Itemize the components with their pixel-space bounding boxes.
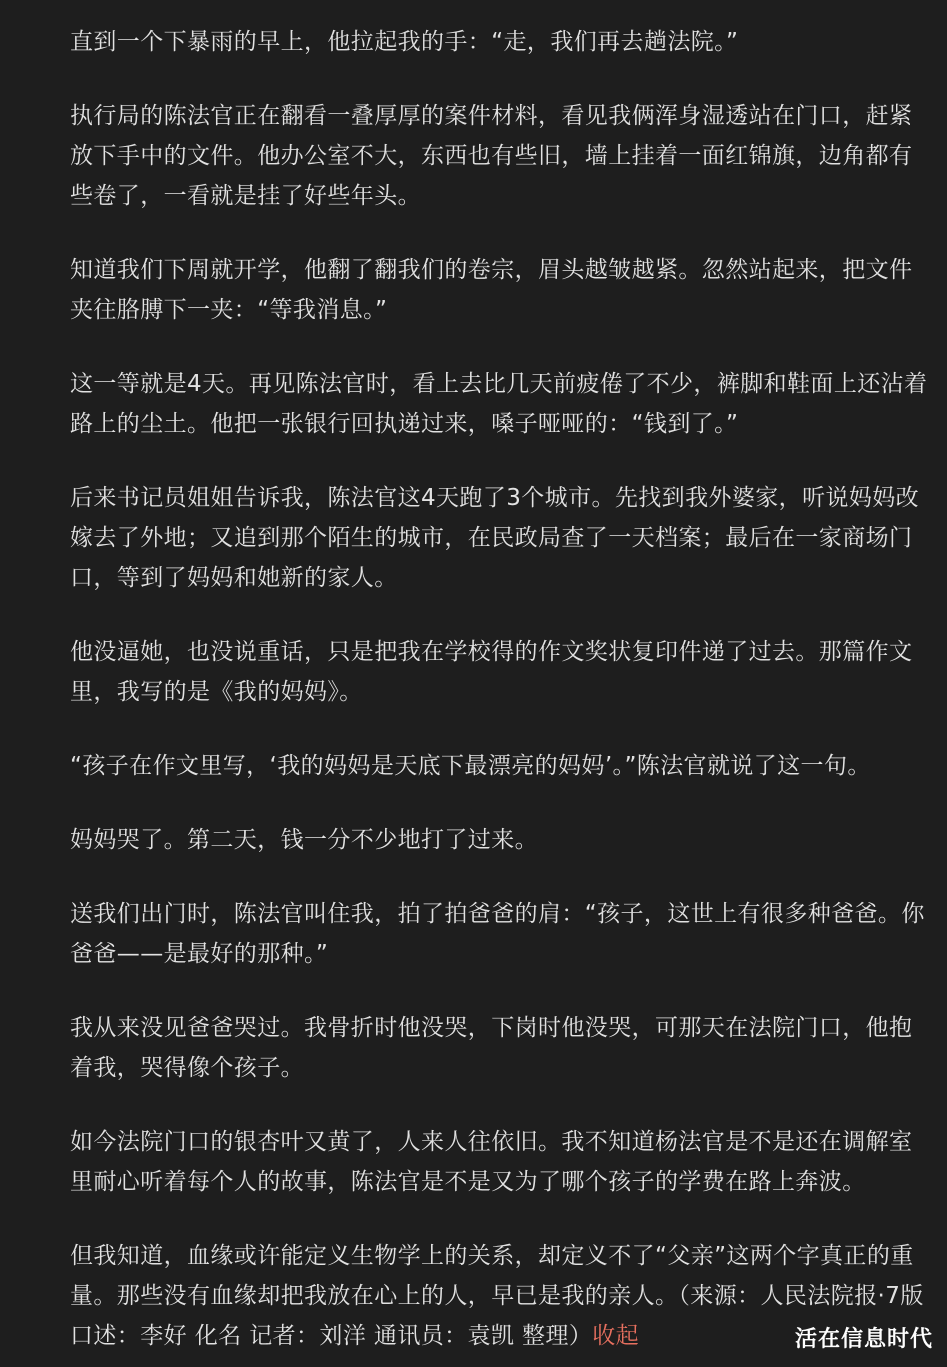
article-paragraph: 送我们出门时，陈法官叫住我，拍了拍爸爸的肩：“孩子，这世上有很多种爸爸。你爸爸——是最好的那种。” bbox=[70, 901, 925, 967]
article-paragraph: 这一等就是4天。再见陈法官时，看上去比几天前疲倦了不少，裤脚和鞋面上还沾着路上的尘土。他把一张银行回执递过来，嗓子哑哑的：“钱到了。” bbox=[70, 371, 928, 437]
article-body bbox=[70, 22, 930, 1367]
watermark: 活在信息时代 bbox=[794, 1327, 933, 1352]
article-paragraph: “孩子在作文里写，‘我的妈妈是天底下最漂亮的妈妈’。”陈法官就说了这一句。 bbox=[70, 753, 871, 779]
article-paragraph: 我从来没见爸爸哭过。我骨折时他没哭，下岗时他没哭，可那天在法院门口，他抱着我，哭得像个孩子。 bbox=[70, 1015, 913, 1081]
article-paragraph: 妈妈哭了。第二天，钱一分不少地打了过来。 bbox=[70, 827, 538, 853]
article-paragraph: 直到一个下暴雨的早上，他拉起我的手：“走，我们再去趟法院。” bbox=[70, 29, 739, 55]
article-paragraph: 执行局的陈法官正在翻看一叠厚厚的案件材料，看见我俩浑身湿透站在门口，赶紧放下手中的文件。他办公室不大，东西也有些旧，墙上挂着一面红锦旗，边角都有些卷了，一看就是挂了好些年头。 bbox=[70, 103, 913, 209]
last-paragraph-text: 但我知道，血缘或许能定义生物学上的关系，却定义不了“父亲”这两个字真正的重量。那些没有血缘却把我放在心上的人，早已是我的亲人。（来源：人民法院报·7版 口述：李好 化名 记者：刘洋 通讯员：袁凯 整理） bbox=[70, 1243, 924, 1349]
article-paragraph: 知道我们下周就开学，他翻了翻我们的卷宗，眉头越皱越紧。忽然站起来，把文件夹往胳膊下一夹：“等我消息。” bbox=[70, 257, 913, 323]
collapse-link[interactable]: 收起 bbox=[592, 1323, 640, 1349]
article-paragraph: 如今法院门口的银杏叶又黄了，人来人往依旧。我不知道杨法官是不是还在调解室里耐心听着每个人的故事，陈法官是不是又为了哪个孩子的学费在路上奔波。 bbox=[70, 1129, 913, 1195]
article-paragraph: 后来书记员姐姐告诉我，陈法官这4天跑了3个城市。先找到我外婆家，听说妈妈改嫁去了外地；又追到那个陌生的城市，在民政局查了一天档案；最后在一家商场门口，等到了妈妈和她新的家人。 bbox=[70, 485, 920, 591]
article-paragraph: 他没逼她，也没说重话，只是把我在学校得的作文奖状复印件递了过去。那篇作文里，我写的是《我的妈妈》。 bbox=[70, 639, 913, 705]
